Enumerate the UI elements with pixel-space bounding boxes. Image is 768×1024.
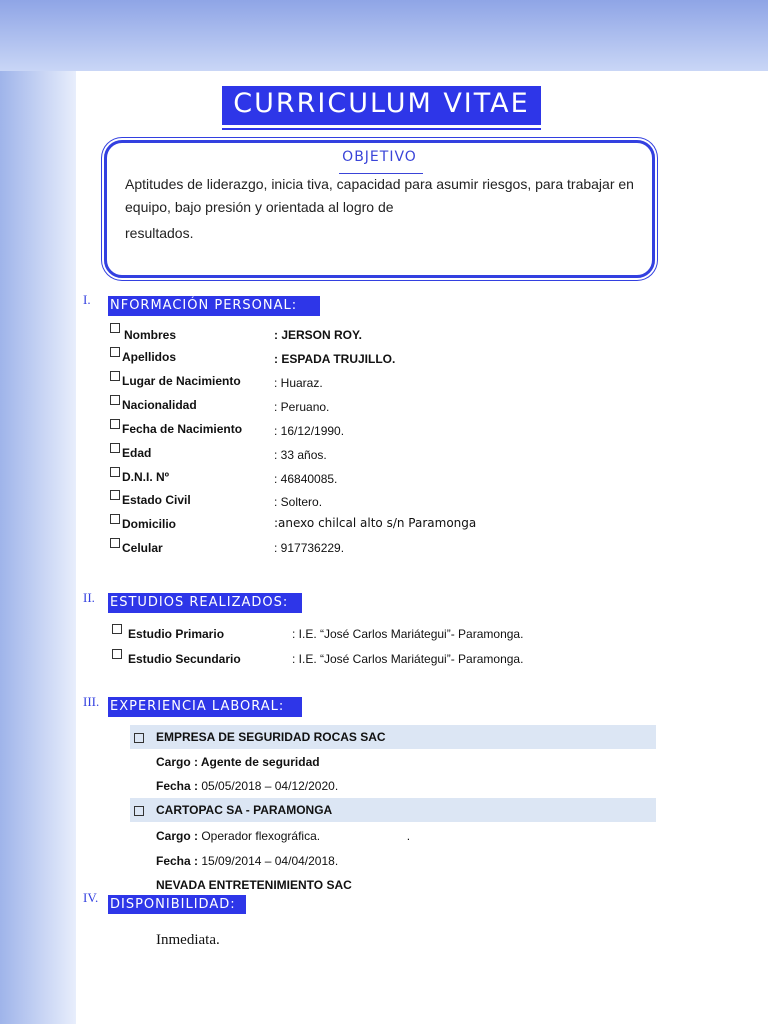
objective-text [125, 173, 645, 245]
personal-row: Fecha de Nacimiento : 16/12/1990. [110, 417, 122, 437]
job-cargo: Cargo : Operador flexográfica. . [156, 829, 411, 843]
checkbox-icon [110, 467, 120, 477]
header-band [0, 0, 768, 71]
availability-value: Inmediata. [156, 932, 220, 948]
checkbox-icon [110, 419, 120, 429]
checkbox-icon [110, 538, 120, 548]
section-heading-studies: ESTUDIOS REALIZADOS: [108, 593, 302, 613]
checkbox-icon [110, 347, 120, 357]
checkbox-icon [110, 371, 120, 381]
left-band [0, 71, 76, 1024]
checkbox-icon [110, 490, 120, 500]
document-title: CURRICULUM VITAE [222, 86, 541, 125]
section-number: II. [83, 590, 95, 605]
checkbox-icon [112, 649, 122, 659]
objective-line: Aptitudes de liderazgo, inicia tiva, capacidad para asumir riesgos, para trabajar en [125, 176, 634, 192]
job-company: NEVADA ENTRETENIMIENTO SAC [156, 878, 352, 892]
job-company: CARTOPAC SA - PARAMONGA [156, 803, 333, 817]
checkbox-icon [110, 323, 120, 333]
personal-row: D.N.I. Nº : 46840085. [110, 465, 122, 485]
checkbox-icon [134, 733, 144, 743]
personal-row: Edad : 33 años. [110, 441, 122, 461]
objective-line: resultados. [125, 225, 194, 241]
objective-line: equipo, bajo presión y orientada al logro de [125, 199, 394, 215]
checkbox-icon [110, 443, 120, 453]
job-fecha: Fecha : 15/09/2014 – 04/04/2018. [156, 854, 339, 868]
checkbox-icon [134, 806, 144, 816]
personal-row: Nacionalidad : Peruano. [110, 393, 122, 413]
section-heading-availability: DISPONIBILIDAD: [108, 895, 246, 914]
personal-row: Estado Civil : Soltero. [110, 488, 122, 508]
personal-row: Domicilio :anexo chilcal alto s/n Paramonga [110, 512, 122, 532]
personal-row: Celular : 917736229. [110, 536, 122, 556]
personal-row: Lugar de Nacimiento : Huaraz. [110, 369, 122, 389]
personal-row: Nombres : JERSON ROY. [110, 321, 122, 341]
checkbox-icon [110, 514, 120, 524]
objective-heading: OBJETIVO [342, 149, 417, 165]
study-row: Estudio Primario : I.E. “José Carlos Mariátegui”- Paramonga. [112, 622, 124, 642]
section-number: III. [83, 694, 100, 709]
objective-box [104, 140, 655, 278]
job-company: EMPRESA DE SEGURIDAD ROCAS SAC [156, 730, 386, 744]
section-number: I. [83, 292, 91, 307]
job-fecha: Fecha : 05/05/2018 – 04/12/2020. [156, 779, 339, 793]
checkbox-icon [110, 395, 120, 405]
section-heading-experience: EXPERIENCIA LABORAL: [108, 697, 302, 717]
personal-row: Apellidos : ESPADA TRUJILLO. [110, 345, 122, 365]
section-heading-personal: NFORMACIÓN PERSONAL: [108, 296, 320, 316]
job-cargo: Cargo : Agente de seguridad [156, 755, 320, 769]
study-row: Estudio Secundario : I.E. “José Carlos Mariátegui”- Paramonga. [112, 647, 124, 667]
checkbox-icon [112, 624, 122, 634]
section-number: IV. [83, 890, 99, 905]
